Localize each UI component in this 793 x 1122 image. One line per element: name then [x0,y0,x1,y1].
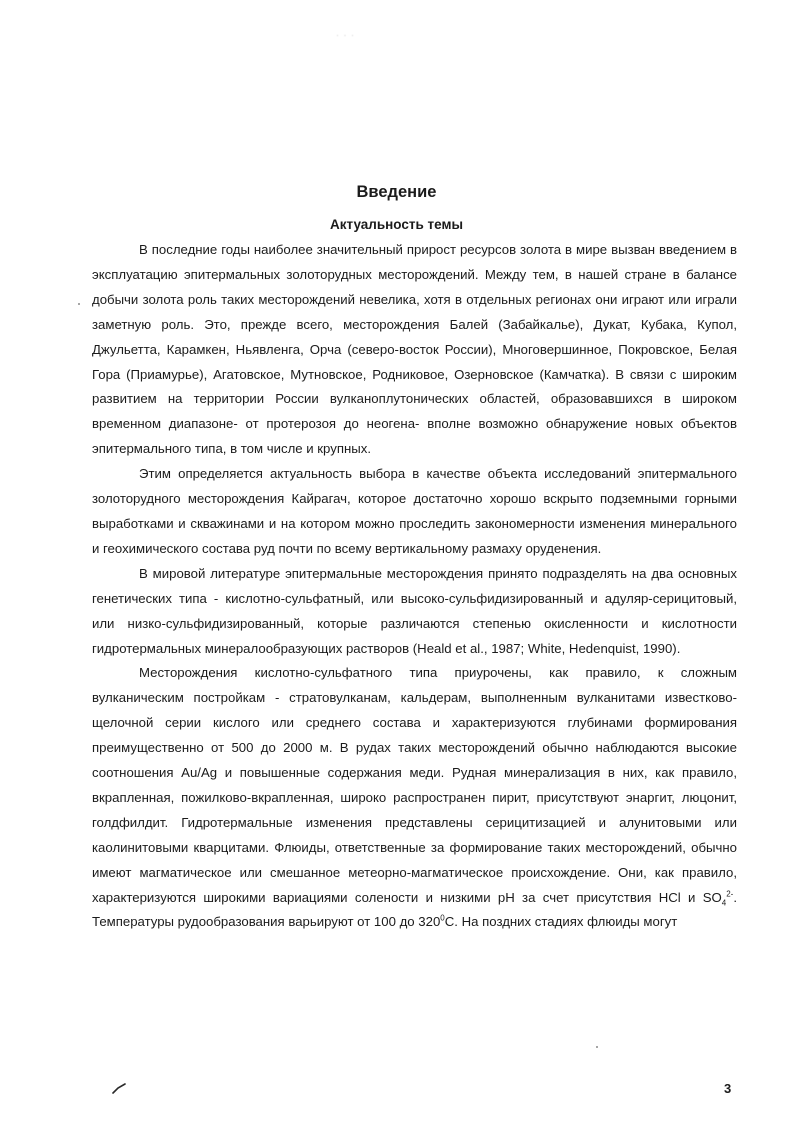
page-number: 3 [724,1081,732,1096]
paragraph-2: Этим определяется актуальность выбора в качестве объекта исследований эпитермального золоторудного месторождения Кайрагач, которое достаточно хорошо вскрыто подземными горными выработками и скважинами и на котором можно проследить закономерности изменения минерального и геохимического состава руд почти по всему вертикальному размаху оруденения. [92,466,737,556]
sulfate-subscript: 4 [721,898,727,908]
body-text [92,238,737,935]
sulfate-superscript: 2- [726,889,734,899]
pen-mark-icon [111,1082,127,1094]
section-subtitle: Актуальность темы [329,217,464,232]
page-title: Введение [356,183,437,201]
paragraph-4 [92,661,737,935]
degree-superscript: 0 [440,914,445,924]
paragraph-3: В мировой литературе эпитермальные месторождения принято подразделять на два основных генетических типа - кислотно-сульфатный, или высоко-сульфидизированный и адуляр-серицитовый, или низко-сульфидизированный, которые различаются степенью окисленности и кислотности гидротермальных минералообразующих растворов (Heald et al., 1987; White, Hedenquist, 1990). [92,565,737,656]
paragraph-4-text-middle: . Температуры рудообразования варьируют от 100 до 320 [92,889,737,930]
scan-speck [78,303,80,305]
paragraph-4-text-start: Месторождения кислотно-сульфатного типа приурочены, как правило, к сложным вулканическим постройкам - стратовулканам, кальдерам, выполненным вулканитами известково-щелочной серии кислого или среднего состава и характеризуются глубинами формирования преимущественно от 500 до 2000 м. В рудах таких месторождений обычно наблюдаются высокие соотношения Au/Ag и повышенные содержания меди. Рудная минерализация в них, как правило, вкрапленная, пожилково-вкрапленная, широко распространен пирит, присутствуют энаргит, люцонит, голдфилдит. Гидротермальные изменения представлены серицитизацией и алунитовыми или каолинитовыми кварцитами. Флюиды, ответственные за формирование таких месторождений, обычно имеют магматическое или смешанное метеорно-магматическое происхождение. Они, как правило, характеризуются широкими вариациями солености и низкими pH за счет присутствия HCl и SO [92,665,737,905]
header-smudge: · · · [336,30,355,40]
paragraph-1: В последние годы наиболее значительный прирост ресурсов золота в мире вызван введением в эксплуатацию эпитермальных золоторудных месторождений. Между тем, в нашей стране в балансе добычи золота роль таких месторождений невелика, хотя в отдельных регионах они играют или играли заметную роль. Это, прежде всего, месторождения Балей (Забайкалье), Дукат, Кубака, Купол, Джульетта, Карамкен, Ньявленга, Орча (северо-восток России), Многовершинное, Покровское, Белая Гора (Приамурье), Агатовское, Мутновское, Родниковое, Озерновское (Камчатка). В связи с широким развитием на территории России вулканоплутонических областей, образовавшихся в широком временном диапазоне- от протерозоя до неогена- вполне возможно обнаружение новых объектов эпитермального типа, в том числе и крупных. [92,242,737,457]
paragraph-4-text-end: С. На поздних стадиях флюиды могут [444,914,678,930]
scan-speck [596,1046,598,1048]
